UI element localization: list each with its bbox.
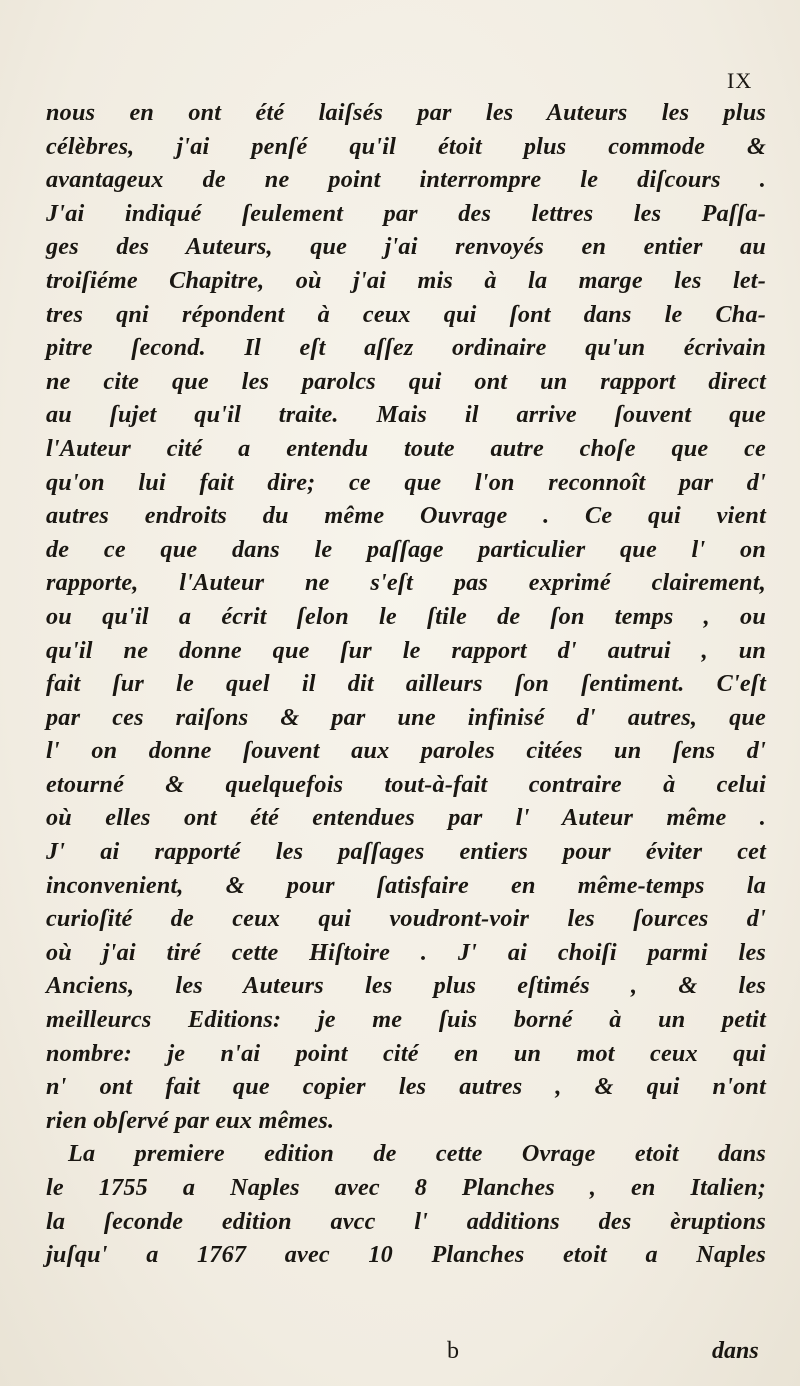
catchword: dans xyxy=(712,1338,759,1364)
text-line: inconvenient, & pour ſatisfaire en même-temps la xyxy=(46,871,766,899)
text-line: etourné & quelquefois tout-à-fait contraire à celui xyxy=(46,770,766,798)
text-line: nombre: je n'ai point cité en un mot ceux qui xyxy=(46,1039,766,1067)
text-line: pitre ſecond. Il eſt aſſez ordinaire qu'un écrivain xyxy=(46,334,766,362)
text-line: où j'ai tiré cette Hiſtoire . J' ai choiſi parmi les xyxy=(46,938,766,966)
text-line: troiſiéme Chapitre, où j'ai mis à la marge les let- xyxy=(46,266,766,294)
text-line: fait ſur le quel il dit ailleurs ſon ſentiment. C'eſt xyxy=(46,670,766,698)
text-line: au ſujet qu'il traite. Mais il arrive ſouvent que xyxy=(46,401,766,429)
text-line: La premiere edition de cette Ovrage etoit dans xyxy=(68,1140,766,1168)
text-line: l' on donne ſouvent aux paroles citées un ſens d' xyxy=(46,737,766,765)
text-line: rapporte, l'Auteur ne s'eſt pas exprimé clairement, xyxy=(46,569,766,597)
text-line: autres endroits du même Ouvrage . Ce qui vient xyxy=(46,502,766,530)
text-line: tres qni répondent à ceux qui ſont dans le Cha- xyxy=(46,300,766,328)
text-line: nous en ont été laiſsés par les Auteurs les plus xyxy=(46,99,766,126)
text-line: où elles ont été entendues par l' Auteur même . xyxy=(46,804,766,832)
text-line: ou qu'il a écrit ſelon le ſtile de ſon temps , ou xyxy=(46,602,766,630)
page-footer xyxy=(0,1338,800,1370)
body-text xyxy=(46,96,766,1272)
text-line: qu'on lui fait dire; ce que l'on reconnoît par d' xyxy=(46,468,766,496)
text-line: n' ont fait que copier les autres , & qui n'ont xyxy=(46,1073,766,1101)
text-line: qu'il ne donne que ſur le rapport d' autrui , un xyxy=(46,636,766,664)
text-line: avantageux de ne point interrompre le diſcours . xyxy=(46,166,766,194)
page-number: IX xyxy=(727,68,753,93)
text-line: J'ai indiqué ſeulement par des lettres les Paſſa- xyxy=(46,199,766,227)
text-line: ne cite que les parolcs qui ont un rapport direct xyxy=(46,367,766,395)
text-line: rien obſervé par eux mêmes. xyxy=(46,1106,335,1134)
text-line: juſqu' a 1767 avec 10 Planches etoit a Naples xyxy=(46,1241,766,1269)
text-line: la ſeconde edition avcc l' additions des èruptions xyxy=(46,1207,766,1235)
text-line: ges des Auteurs, que j'ai renvoyés en entier au xyxy=(46,233,766,261)
text-line: célèbres, j'ai penſé qu'il étoit plus commode & xyxy=(46,132,766,160)
text-line: Anciens, les Auteurs les plus eſtimés , & les xyxy=(46,972,766,1000)
text-line: curioſité de ceux qui voudront-voir les ſources d' xyxy=(46,905,766,933)
signature-mark: b xyxy=(447,1338,459,1364)
text-line: meilleurcs Editions: je me ſuis borné à un petit xyxy=(46,1006,766,1034)
text-line: J' ai rapporté les paſſages entiers pour éviter cet xyxy=(46,838,766,866)
text-line: le 1755 a Naples avec 8 Planches , en Italien; xyxy=(46,1174,766,1201)
text-line: par ces raiſons & par une infinisé d' autres, que xyxy=(46,703,766,731)
text-line: l'Auteur cité a entendu toute autre choſe que ce xyxy=(46,434,766,462)
text-line: de ce que dans le paſſage particulier que l' on xyxy=(46,535,766,563)
